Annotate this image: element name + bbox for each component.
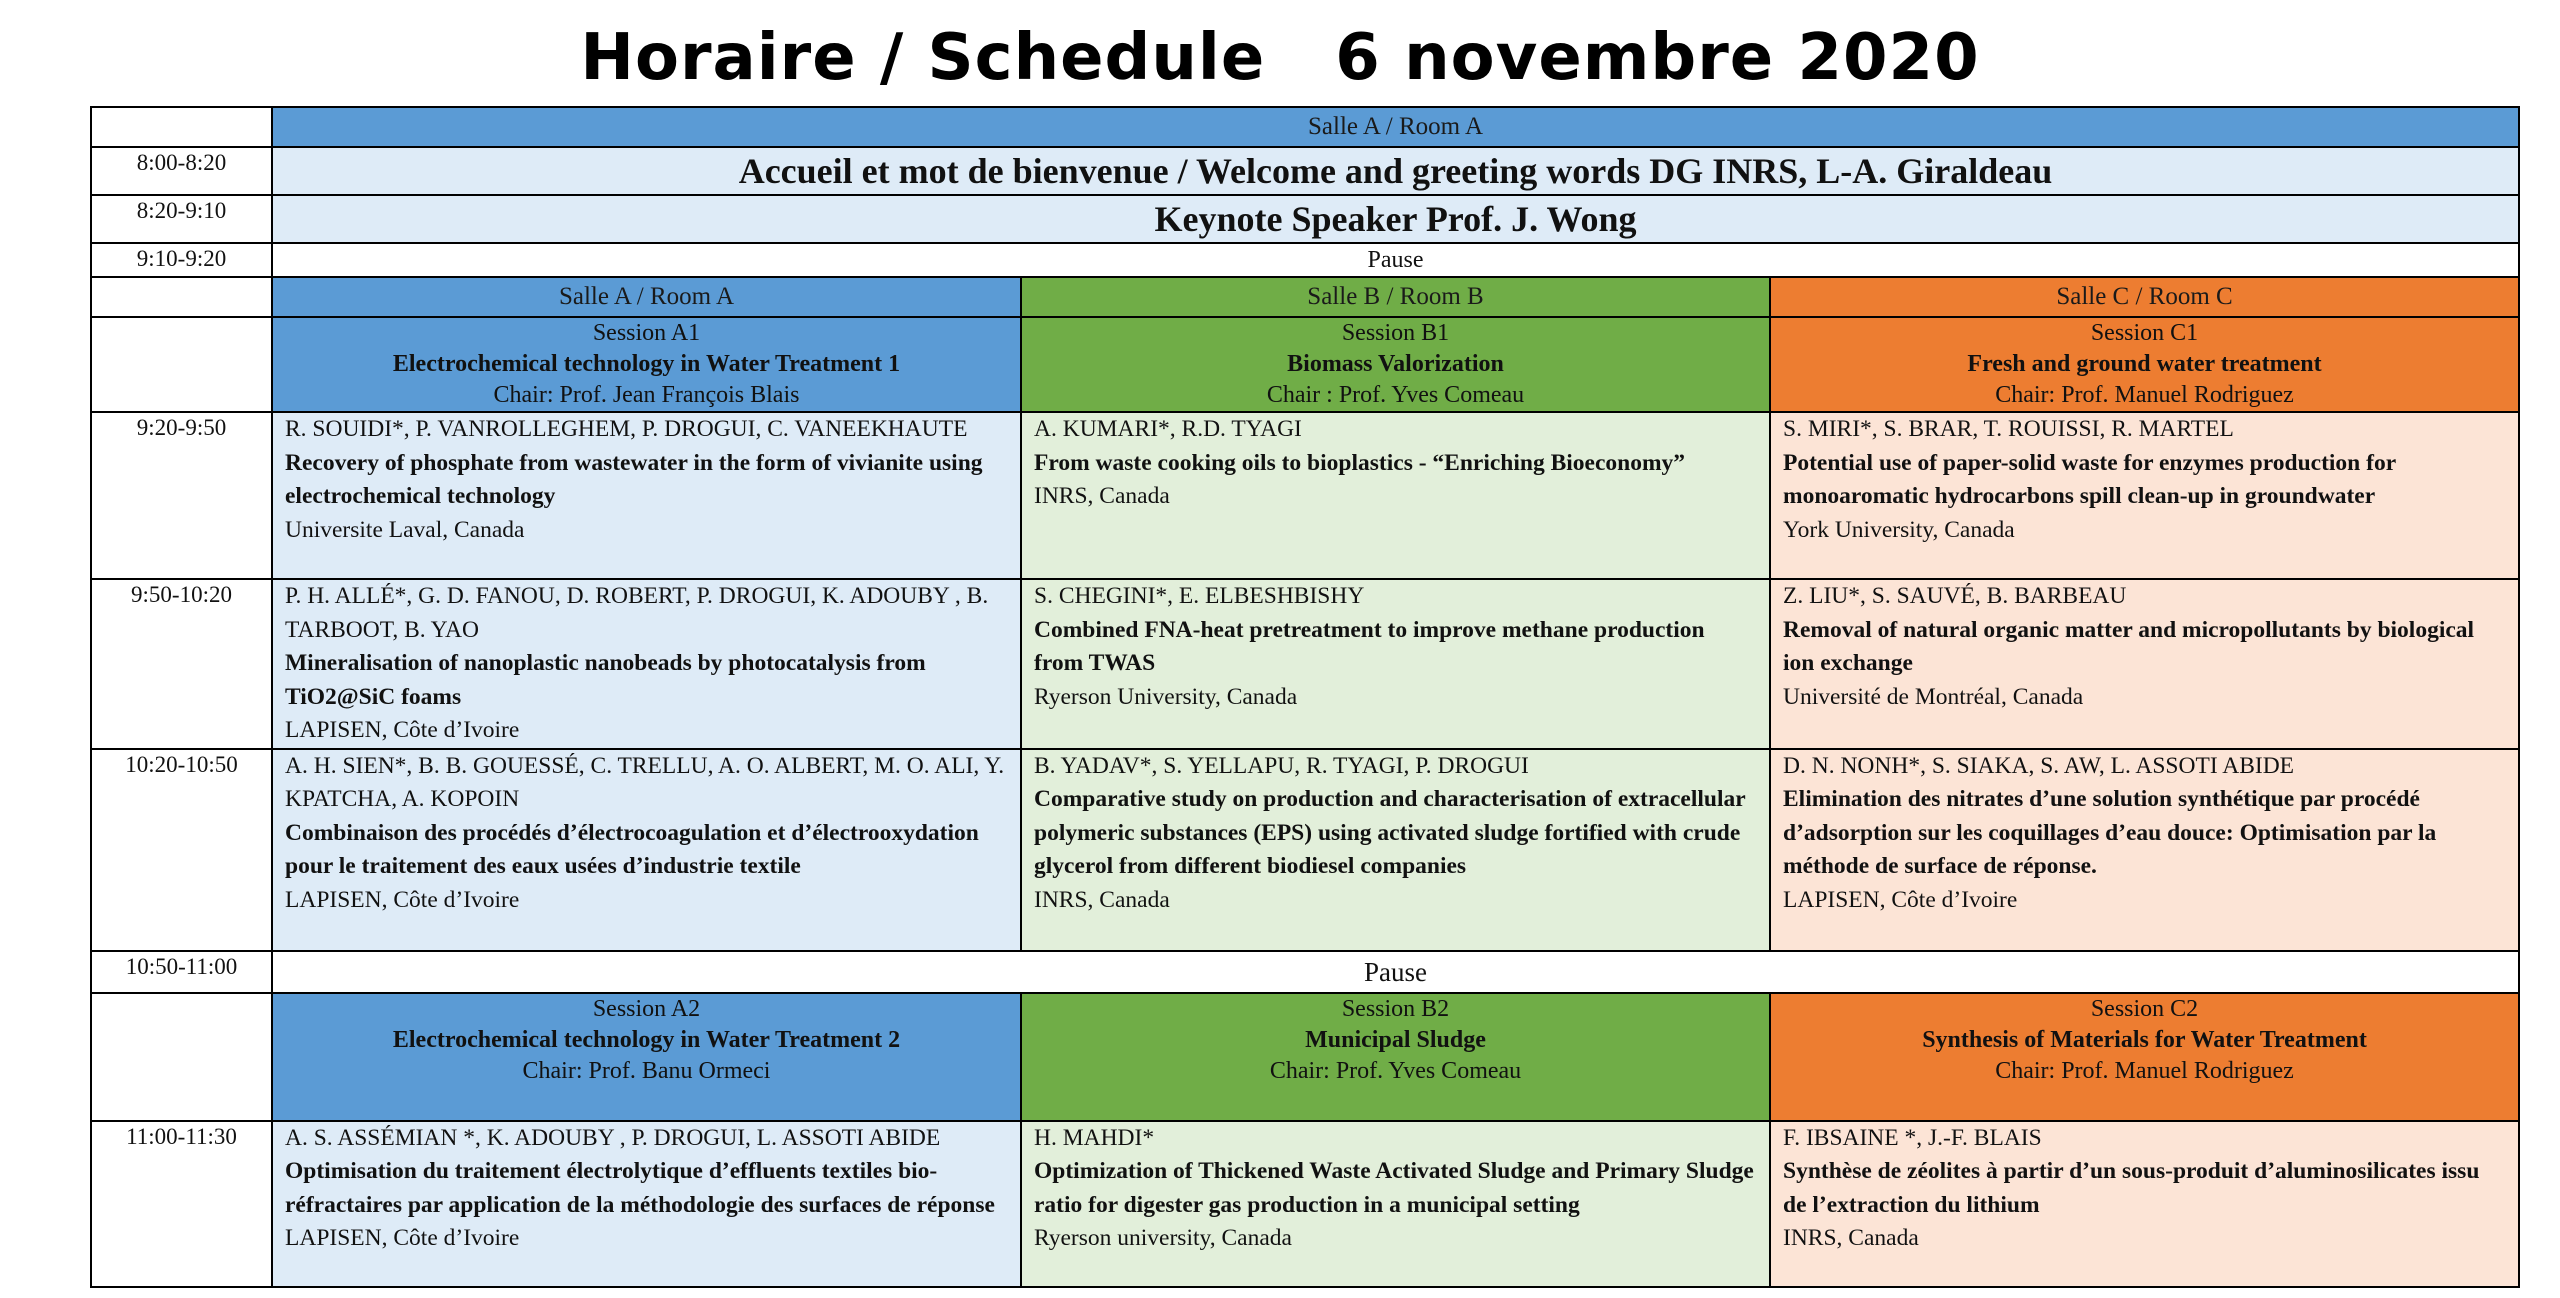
pause-text: Pause	[272, 951, 2519, 993]
pause-row	[91, 243, 2519, 277]
talk-title: Combinaison des procédés d’électrocoagulation et d’électrooxydation pour le traitement des eaux usées d’industrie textile	[285, 819, 979, 879]
talk-cell	[1770, 412, 2519, 579]
room-b-header: Salle B / Room B	[1021, 277, 1770, 317]
pause-text: Pause	[272, 243, 2519, 277]
session-b2-header	[1021, 993, 1770, 1121]
talk-row	[91, 1121, 2519, 1287]
room-header-row	[91, 277, 2519, 317]
talk-title: Optimization of Thickened Waste Activated Sludge and Primary Sludge ratio for digester gas production in a municipal setting	[1034, 1158, 1754, 1218]
talk-title: From waste cooking oils to bioplastics - “Enriching Bioeconomy”	[1034, 449, 1686, 476]
welcome-text: Accueil et mot de bienvenue / Welcome and greeting words DG INRS, L-A. Giraldeau	[272, 147, 2519, 195]
session-chair: Chair: Prof. Manuel Rodriguez	[1995, 382, 2294, 408]
talk-affiliation: York University, Canada	[1783, 516, 2015, 543]
session-label: Session C2	[2090, 995, 2199, 1022]
session-label: Session A1	[592, 320, 701, 346]
time-cell: 11:00-11:30	[91, 1121, 272, 1287]
session-title: Electrochemical technology in Water Treatment 1	[392, 351, 901, 377]
session-chair: Chair: Prof. Manuel Rodriguez	[1995, 1057, 2294, 1084]
talk-cell	[1021, 1121, 1770, 1287]
time-cell: 9:20-9:50	[91, 412, 272, 579]
talk-authors: H. MAHDI*	[1034, 1124, 1155, 1151]
talk-affiliation: Ryerson university, Canada	[1034, 1225, 1292, 1251]
room-c-header: Salle C / Room C	[1770, 277, 2519, 317]
session-c1-header	[1770, 317, 2519, 412]
pause-row	[91, 951, 2519, 993]
talk-cell	[272, 1121, 1021, 1287]
talk-affiliation: LAPISEN, Côte d’Ivoire	[285, 717, 520, 743]
talk-title: Mineralisation of nanoplastic nanobeads by photocatalysis from TiO2@SiC foams	[285, 650, 926, 710]
talk-affiliation: LAPISEN, Côte d’Ivoire	[285, 886, 520, 913]
session-title: Municipal Sludge	[1305, 1026, 1486, 1053]
talk-authors: A. S. ASSÉMIAN *, K. ADOUBY , P. DROGUI, L. ASSOTI ABIDE	[285, 1124, 941, 1151]
talk-affiliation: Universite Laval, Canada	[285, 516, 525, 543]
room-a-header: Salle A / Room A	[272, 277, 1021, 317]
talk-authors: B. YADAV*, S. YELLAPU, R. TYAGI, P. DROGUI	[1034, 752, 1529, 779]
talk-affiliation: Ryerson University, Canada	[1034, 683, 1298, 710]
empty-cell	[91, 277, 272, 317]
talk-authors: S. MIRI*, S. BRAR, T. ROUISSI, R. MARTEL	[1783, 416, 2234, 442]
session-label: Session A2	[592, 995, 701, 1022]
talk-affiliation: LAPISEN, Côte d’Ivoire	[285, 1225, 520, 1251]
time-cell: 8:00-8:20	[91, 147, 272, 195]
session-chair: Chair: Prof. Jean François Blais	[493, 382, 800, 408]
session-chair: Chair: Prof. Banu Ormeci	[522, 1057, 771, 1084]
talk-cell	[1021, 412, 1770, 579]
talk-row	[91, 749, 2519, 951]
time-cell: 10:50-11:00	[91, 951, 272, 993]
talk-authors: A. H. SIEN*, B. B. GOUESSÉ, C. TRELLU, A. O. ALBERT, M. O. ALI, Y. KPATCHA, A. KOPOIN	[285, 752, 1005, 812]
talk-title: Comparative study on production and characterisation of extracellular polymeric substances (EPS) using activated sludge fortified with crude glycerol from different biodiesel companies	[1034, 786, 1746, 879]
session-title: Synthesis of Materials for Water Treatment	[1922, 1026, 2367, 1053]
keynote-row	[91, 195, 2519, 243]
plenary-room-row	[91, 107, 2519, 147]
talk-title: Elimination des nitrates d’une solution synthétique par procédé d’adsorption sur les coquillages d’eau douce: Optimisation par la méthode de surface de réponse.	[1783, 786, 2437, 879]
session-a1-header	[272, 317, 1021, 412]
keynote-text: Keynote Speaker Prof. J. Wong	[272, 195, 2519, 243]
talk-title: Synthèse de zéolites à partir d’un sous-produit d’aluminosilicates issu de l’extraction du lithium	[1783, 1158, 2480, 1218]
talk-cell	[272, 749, 1021, 951]
talk-authors: F. IBSAINE *, J.-F. BLAIS	[1783, 1124, 2042, 1151]
session-b1-header	[1021, 317, 1770, 412]
talk-title: Potential use of paper-solid waste for enzymes production for monoaromatic hydrocarbons spill clean-up in groundwater	[1783, 449, 2396, 509]
session-chair: Chair : Prof. Yves Comeau	[1266, 382, 1525, 408]
title-date: 6 novembre 2020	[1335, 21, 1980, 95]
talk-cell	[1770, 1121, 2519, 1287]
session-title: Biomass Valorization	[1287, 351, 1504, 377]
talk-title: Optimisation du traitement électrolytique d’effluents textiles bio-réfractaires par application de la méthodologie des surfaces de réponse	[285, 1158, 995, 1218]
welcome-row	[91, 147, 2519, 195]
talk-cell	[272, 412, 1021, 579]
talk-affiliation: INRS, Canada	[1034, 886, 1170, 913]
empty-cell	[91, 993, 272, 1121]
session-header-row	[91, 317, 2519, 412]
session-label: Session B1	[1341, 320, 1450, 346]
talk-authors: S. CHEGINI*, E. ELBESHBISHY	[1034, 583, 1365, 609]
talk-affiliation: Université de Montréal, Canada	[1783, 683, 2084, 710]
session-label: Session C1	[2090, 320, 2199, 346]
empty-cell	[91, 107, 272, 147]
session-a2-header	[272, 993, 1021, 1121]
talk-cell	[1021, 579, 1770, 749]
talk-cell	[1770, 579, 2519, 749]
talk-cell	[272, 579, 1021, 749]
session-title: Fresh and ground water treatment	[1967, 351, 2322, 377]
empty-cell	[91, 317, 272, 412]
talk-title: Combined FNA-heat pretreatment to improve methane production from TWAS	[1034, 616, 1705, 676]
talk-title: Removal of natural organic matter and micropollutants by biological ion exchange	[1783, 616, 2475, 676]
time-cell: 9:10-9:20	[91, 243, 272, 277]
talk-affiliation: INRS, Canada	[1034, 483, 1170, 509]
plenary-room-header: Salle A / Room A	[272, 107, 2519, 147]
talk-authors: A. KUMARI*, R.D. TYAGI	[1034, 416, 1302, 442]
page-title	[0, 14, 2560, 102]
time-cell: 9:50-10:20	[91, 579, 272, 749]
talk-authors: D. N. NONH*, S. SIAKA, S. AW, L. ASSOTI ABIDE	[1783, 752, 2295, 779]
session-header-row	[91, 993, 2519, 1121]
talk-title: Recovery of phosphate from wastewater in the form of vivianite using electrochemical technology	[285, 449, 983, 509]
talk-affiliation: LAPISEN, Côte d’Ivoire	[1783, 886, 2018, 913]
talk-cell	[1021, 749, 1770, 951]
talk-authors: R. SOUIDI*, P. VANROLLEGHEM, P. DROGUI, C. VANEEKHAUTE	[285, 416, 968, 442]
session-title: Electrochemical technology in Water Treatment 2	[392, 1026, 901, 1053]
session-chair: Chair: Prof. Yves Comeau	[1269, 1057, 1522, 1084]
talk-authors: P. H. ALLÉ*, G. D. FANOU, D. ROBERT, P. DROGUI, K. ADOUBY , B. TARBOOT, B. YAO	[285, 583, 989, 643]
title-text: Horaire / Schedule	[580, 21, 1266, 95]
talk-affiliation: INRS, Canada	[1783, 1225, 1919, 1251]
session-c2-header	[1770, 993, 2519, 1121]
talk-row	[91, 579, 2519, 749]
talk-authors: Z. LIU*, S. SAUVÉ, B. BARBEAU	[1783, 583, 2127, 609]
time-cell: 10:20-10:50	[91, 749, 272, 951]
talk-cell	[1770, 749, 2519, 951]
schedule-table	[90, 106, 2520, 1288]
time-cell: 8:20-9:10	[91, 195, 272, 243]
talk-row	[91, 412, 2519, 579]
session-label: Session B2	[1341, 995, 1450, 1022]
